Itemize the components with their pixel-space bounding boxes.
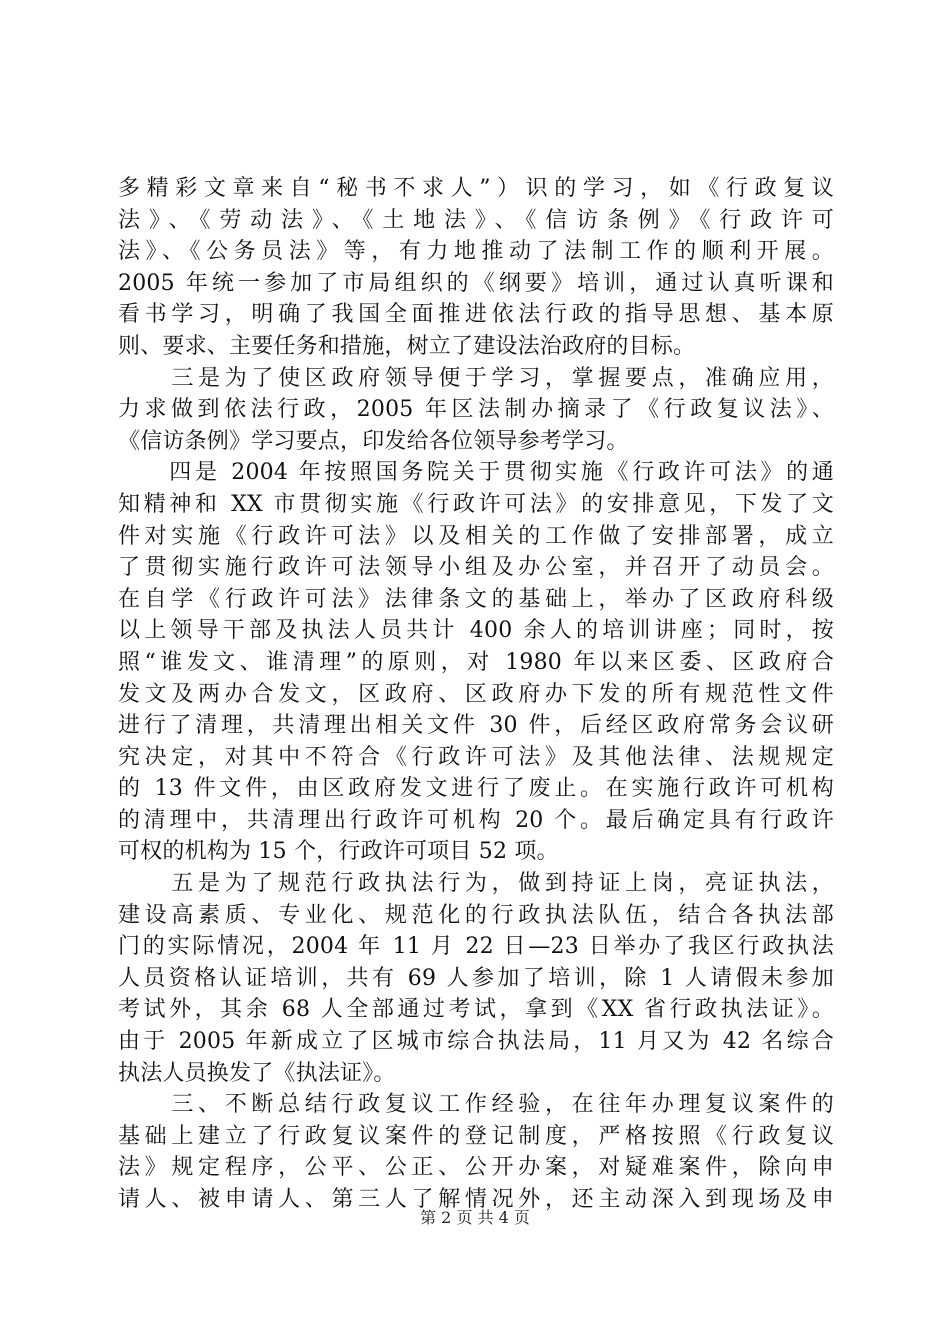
text-line: 法》、《公务员法》等，有力地推动了法制工作的顺利开展。 <box>118 239 834 265</box>
text-line: 件对实施《行政许可法》以及相关的工作做了安排部署，成立 <box>118 523 834 549</box>
text-line: 人员资格认证培训，共有 69 人参加了培训，除 1 人请假未参加 <box>118 965 834 991</box>
text-line: 法》规定程序，公平、公正、公开办案，对疑难案件，除向申 <box>118 1155 834 1181</box>
text-line: 建设高素质、专业化、规范化的行政执法队伍，结合各执法部 <box>118 902 834 928</box>
text-line: 多精彩文章来自“秘书不求人”）识的学习，如《行政复议 <box>118 176 834 201</box>
text-line: 法》、《劳动法》、《土地法》、《信访条例》《行政许可 <box>118 207 834 233</box>
text-line: 知精神和 XX 市贯彻实施《行政许可法》的安排意见，下发了文 <box>118 491 834 517</box>
text-line: 五是为了规范行政执法行为，做到持证上岗，亮证执法， <box>118 871 834 897</box>
text-line: 在自学《行政许可法》法律条文的基础上，举办了区政府科级 <box>118 586 834 612</box>
page-number-footer: 第 2 页 共 4 页 <box>420 1208 530 1227</box>
text-line: 基础上建立了行政复议案件的登记制度，严格按照《行政复议 <box>118 1123 834 1149</box>
text-line: 2005 年统一参加了市局组织的《纲要》培训，通过认真听课和 <box>118 270 834 296</box>
text-line: 力求做到依法行政，2005 年区法制办摘录了《行政复议法》、 <box>118 397 834 423</box>
text-line: 看书学习，明确了我国全面推进依法行政的指导思想、基本原 <box>118 302 834 328</box>
text-line: 请人、被申请人、第三人了解情况外，还主动深入到现场及申 <box>118 1187 834 1212</box>
text-line: 以上领导干部及执法人员共计 400 余人的培训讲座；同时，按 <box>118 618 834 644</box>
text-line: 由于 2005 年新成立了区城市综合执法局，11 月又为 42 名综合 <box>118 1029 834 1055</box>
text-line: 三是为了使区政府领导便于学习，掌握要点，准确应用， <box>118 365 834 391</box>
document-body <box>118 173 834 1216</box>
text-line: 了贯彻实施行政许可法领导小组及办公室，并召开了动员会。 <box>118 555 834 581</box>
text-line: 的 13 件文件，由区政府发文进行了废止。在实施行政许可机构 <box>118 776 834 802</box>
text-line: 《信访条例》学习要点，印发给各位领导参考学习。 <box>118 428 629 454</box>
text-line: 照“谁发文、谁清理”的原则，对 1980 年以来区委、区政府合 <box>118 649 834 675</box>
text-line: 考试外，其余 68 人全部通过考试，拿到《XX 省行政执法证》。 <box>118 997 834 1023</box>
text-line: 的清理中，共清理出行政许可机构 20 个。最后确定具有行政许 <box>118 807 834 833</box>
text-line: 则、要求、主要任务和措施，树立了建设法治政府的目标。 <box>118 333 696 359</box>
text-line: 究决定，对其中不符合《行政许可法》及其他法律、法规规定 <box>118 744 834 770</box>
text-line: 门的实际情况，2004 年 11 月 22 日—23 日举办了我区行政执法 <box>118 934 834 960</box>
text-line: 三、不断总结行政复议工作经验，在往年办理复议案件的 <box>118 1092 834 1118</box>
text-line: 四是 2004 年按照国务院关于贯彻实施《行政许可法》的通 <box>118 460 834 486</box>
text-line: 发文及两办合发文，区政府、区政府办下发的所有规范性文件 <box>118 681 834 707</box>
text-line: 进行了清理，共清理出相关文件 30 件，后经区政府常务会议研 <box>118 713 834 739</box>
text-line: 可权的机构为 15 个，行政许可项目 52 项。 <box>118 839 559 865</box>
text-line: 执法人员换发了《执法证》。 <box>118 1060 396 1086</box>
